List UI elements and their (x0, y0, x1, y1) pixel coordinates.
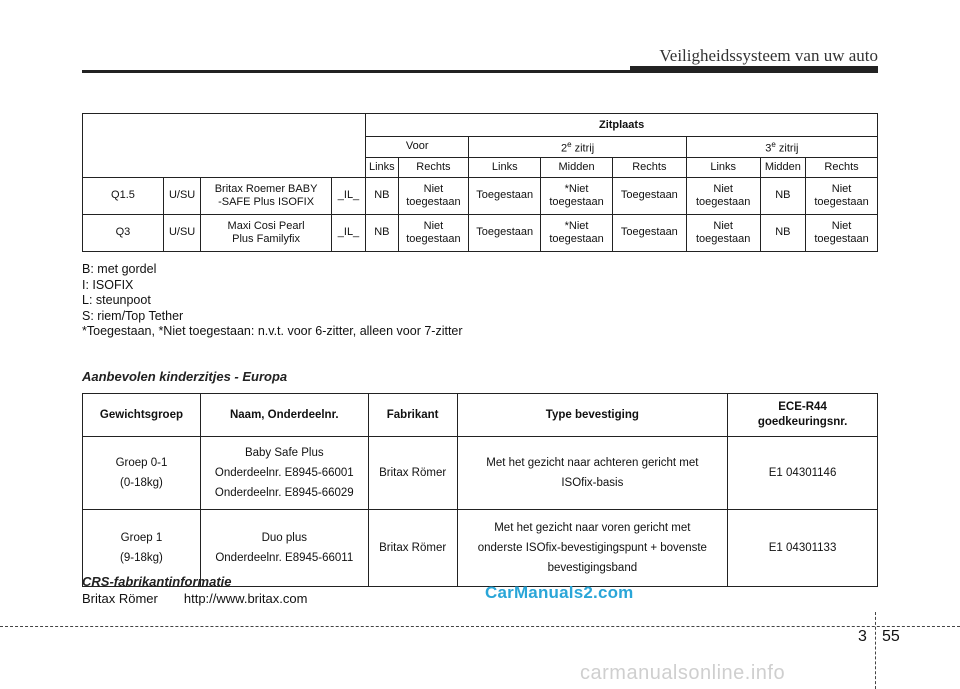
crs-maker: Britax Römer (82, 591, 158, 606)
table-row (83, 177, 878, 214)
position-header: Midden (760, 157, 806, 177)
manufacturer: Britax Römer (368, 510, 457, 587)
chapter-number: 3 (858, 628, 867, 645)
size-group: Q1.5 (83, 177, 164, 214)
page-number: 55 (882, 628, 900, 645)
isofix-size: _IL_ (331, 214, 365, 251)
category: U/SU (163, 214, 200, 251)
header-rule (82, 70, 878, 73)
crs-url[interactable]: http://www.britax.com (183, 591, 308, 606)
crs-title: CRS-fabrikantinformatie (82, 574, 232, 589)
seat-cell: Toegestaan (469, 214, 541, 251)
ece-number: E1 04301133 (728, 510, 878, 587)
seat-cell: Niet toegestaan (686, 214, 760, 251)
position-header: Midden (541, 157, 613, 177)
group-header-row3: 3e zitrij (686, 137, 877, 158)
seat-cell: Toegestaan (612, 214, 686, 251)
seat-cell: Niet toegestaan (398, 177, 469, 214)
seat-cell: Niet toegestaan (686, 177, 760, 214)
section-title: Aanbevolen kinderzitjes - Europa (82, 369, 288, 384)
zitplaats-header: Zitplaats (366, 114, 878, 137)
footer-watermark: carmanualsonline.info (580, 662, 786, 684)
seat-position-table (82, 113, 878, 252)
position-header: Rechts (398, 157, 469, 177)
seat-cell: *Niet toegestaan (541, 177, 613, 214)
column-header: Naam, Onderdeelnr. (200, 394, 368, 437)
seat-cell: NB (760, 214, 806, 251)
column-header: Gewichtsgroep (83, 394, 201, 437)
footer-divider (875, 612, 876, 689)
seat-cell: NB (366, 177, 398, 214)
mount-type: Met het gezicht naar achteren gericht met ISOfix-basis (457, 437, 728, 510)
column-header: Fabrikant (368, 394, 457, 437)
column-header: Type bevestiging (457, 394, 728, 437)
seat-cell: *Niet toegestaan (541, 214, 613, 251)
position-header: Rechts (806, 157, 878, 177)
seat-name: Baby Safe Plus Onderdeelnr. E8945-66001 Onderdeelnr. E8945-66029 (200, 437, 368, 510)
seat-cell: Niet toegestaan (806, 177, 878, 214)
legend-item: L: steunpoot (82, 293, 151, 307)
manufacturer: Britax Römer (368, 437, 457, 510)
seat-cell: Niet toegestaan (806, 214, 878, 251)
position-header: Links (686, 157, 760, 177)
footer-rule (0, 626, 960, 627)
legend-item: B: met gordel (82, 262, 157, 276)
seat-model: Britax Roemer BABY -SAFE Plus ISOFIX (201, 177, 331, 214)
seat-cell: NB (760, 177, 806, 214)
weight-group: Groep 1 (9-18kg) (83, 510, 201, 587)
seat-model: Maxi Cosi Pearl Plus Familyfix (201, 214, 331, 251)
seat-name: Duo plus Onderdeelnr. E8945-66011 (200, 510, 368, 587)
isofix-size: _IL_ (331, 177, 365, 214)
watermark: CarManuals2.com (485, 583, 634, 602)
seat-cell: Toegestaan (612, 177, 686, 214)
table-row (83, 437, 878, 510)
category: U/SU (163, 177, 200, 214)
table-row (83, 214, 878, 251)
seat-table-corner (83, 114, 366, 178)
legend-item: S: riem/Top Tether (82, 308, 184, 323)
mount-type: Met het gezicht naar voren gericht met onderste ISOfix-bevestigingspunt + bovenste bevestigingsband (457, 510, 728, 587)
ece-number: E1 04301146 (728, 437, 878, 510)
recommended-seats-table (82, 393, 878, 587)
group-header-voor: Voor (366, 137, 469, 158)
crs-info (82, 591, 307, 606)
legend-item: I: ISOFIX (82, 277, 134, 292)
position-header: Links (469, 157, 541, 177)
position-header: Rechts (612, 157, 686, 177)
size-group: Q3 (83, 214, 164, 251)
seat-cell: Toegestaan (469, 177, 541, 214)
weight-group: Groep 0-1 (0-18kg) (83, 437, 201, 510)
column-header: ECE-R44 goedkeuringsnr. (728, 394, 878, 437)
seat-cell: Niet toegestaan (398, 214, 469, 251)
seat-cell: NB (366, 214, 398, 251)
group-header-row2: 2e zitrij (469, 137, 686, 158)
position-header: Links (366, 157, 398, 177)
page-header-title: Veiligheidssysteem van uw auto (659, 46, 878, 65)
legend-item: *Toegestaan, *Niet toegestaan: n.v.t. voor 6-zitter, alleen voor 7-zitter (82, 324, 463, 338)
legend (82, 262, 463, 340)
